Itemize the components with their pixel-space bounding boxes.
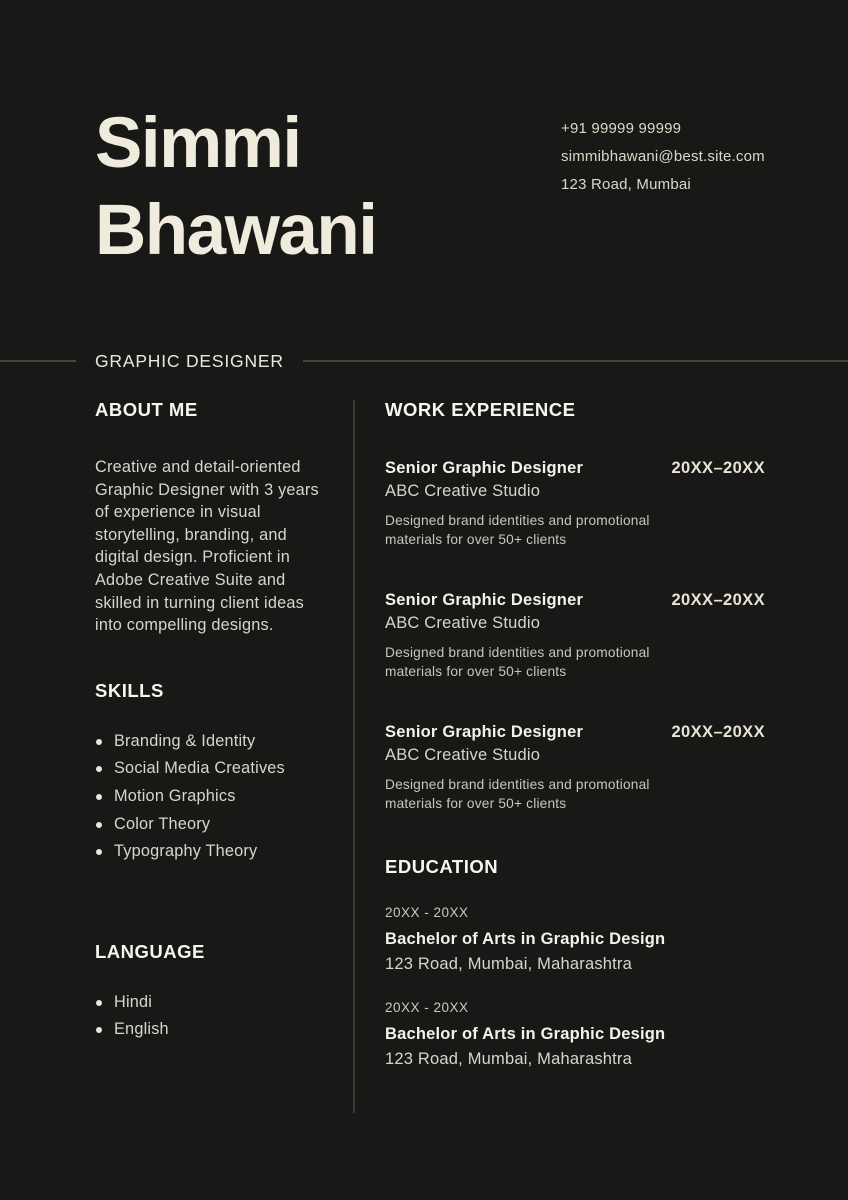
education-heading: EDUCATION	[385, 856, 499, 877]
contact-block	[561, 115, 765, 199]
education-dates: 20XX - 20XX	[385, 1000, 469, 1015]
job-dates: 20XX–20XX	[671, 723, 765, 741]
about-text: Creative and detail-oriented Graphic Designer with 3 years of experience in visual storytelling, branding, and digital design. Proficient in Adobe Creative Suite and skilled in turning client ideas into compelling designs.	[95, 458, 319, 635]
job-company: ABC Creative Studio	[385, 482, 541, 500]
role-rule-right	[303, 360, 848, 362]
experience-entry-head	[385, 721, 765, 744]
job-description: Designed brand identities and promotional materials for over 50+ clients	[385, 513, 650, 547]
bullet-dot-icon	[96, 822, 102, 828]
bullet-dot-icon	[96, 794, 102, 800]
skill-label: Social Media Creatives	[114, 759, 285, 778]
language-heading: LANGUAGE	[95, 940, 205, 962]
education-entry	[385, 1000, 765, 1071]
bullet-dot-icon	[96, 766, 102, 772]
skills-heading: SKILLS	[95, 679, 164, 701]
content-columns	[95, 400, 848, 1113]
list-item	[95, 755, 320, 783]
education-location: 123 Road, Mumbai, Maharashtra	[385, 1050, 633, 1068]
language-label: English	[114, 1020, 169, 1039]
list-item	[95, 989, 320, 1017]
language-list	[95, 989, 320, 1044]
role-title: GRAPHIC DESIGNER	[95, 350, 284, 371]
experience-entry	[385, 721, 765, 813]
list-item	[95, 728, 320, 756]
list-item	[95, 811, 320, 839]
education-degree: Bachelor of Arts in Graphic Design	[385, 930, 666, 948]
list-item	[95, 838, 320, 866]
experience-entry	[385, 457, 765, 549]
education-degree: Bachelor of Arts in Graphic Design	[385, 1025, 666, 1043]
language-label: Hindi	[114, 992, 153, 1011]
job-description: Designed brand identities and promotional materials for over 50+ clients	[385, 645, 650, 679]
experience-entry	[385, 589, 765, 681]
bullet-dot-icon	[96, 1027, 102, 1033]
experience-entry-head	[385, 589, 765, 612]
right-column	[355, 400, 765, 1071]
job-description: Designed brand identities and promotional materials for over 50+ clients	[385, 777, 650, 811]
skill-label: Branding & Identity	[114, 731, 256, 750]
education-entry	[385, 905, 765, 976]
bullet-dot-icon	[96, 849, 102, 855]
skill-label: Typography Theory	[114, 842, 258, 861]
person-first-name: Simmi	[95, 104, 301, 183]
person-last-name: Bhawani	[95, 191, 377, 270]
job-dates: 20XX–20XX	[671, 459, 765, 477]
job-title: Senior Graphic Designer	[385, 459, 584, 477]
job-company: ABC Creative Studio	[385, 614, 541, 632]
job-title: Senior Graphic Designer	[385, 723, 584, 741]
bullet-dot-icon	[96, 739, 102, 745]
skills-list	[95, 728, 320, 866]
skill-label: Motion Graphics	[114, 786, 236, 805]
role-rule-left	[0, 360, 76, 362]
role-title-row	[0, 352, 848, 370]
list-item	[95, 783, 320, 811]
experience-entry-head	[385, 457, 765, 480]
about-heading: ABOUT ME	[95, 399, 198, 420]
job-dates: 20XX–20XX	[671, 591, 765, 609]
bullet-dot-icon	[96, 1000, 102, 1006]
left-column	[95, 400, 353, 1044]
contact-email: simmibhawani@best.site.com	[561, 148, 765, 165]
job-company: ABC Creative Studio	[385, 746, 541, 764]
person-name	[95, 100, 376, 274]
contact-address: 123 Road, Mumbai	[561, 176, 691, 193]
education-dates: 20XX - 20XX	[385, 905, 469, 920]
skill-label: Color Theory	[114, 814, 211, 833]
education-location: 123 Road, Mumbai, Maharashtra	[385, 955, 633, 973]
list-item	[95, 1016, 320, 1044]
job-title: Senior Graphic Designer	[385, 591, 584, 609]
contact-phone: +91 99999 99999	[561, 120, 682, 137]
experience-heading: WORK EXPERIENCE	[385, 399, 576, 420]
